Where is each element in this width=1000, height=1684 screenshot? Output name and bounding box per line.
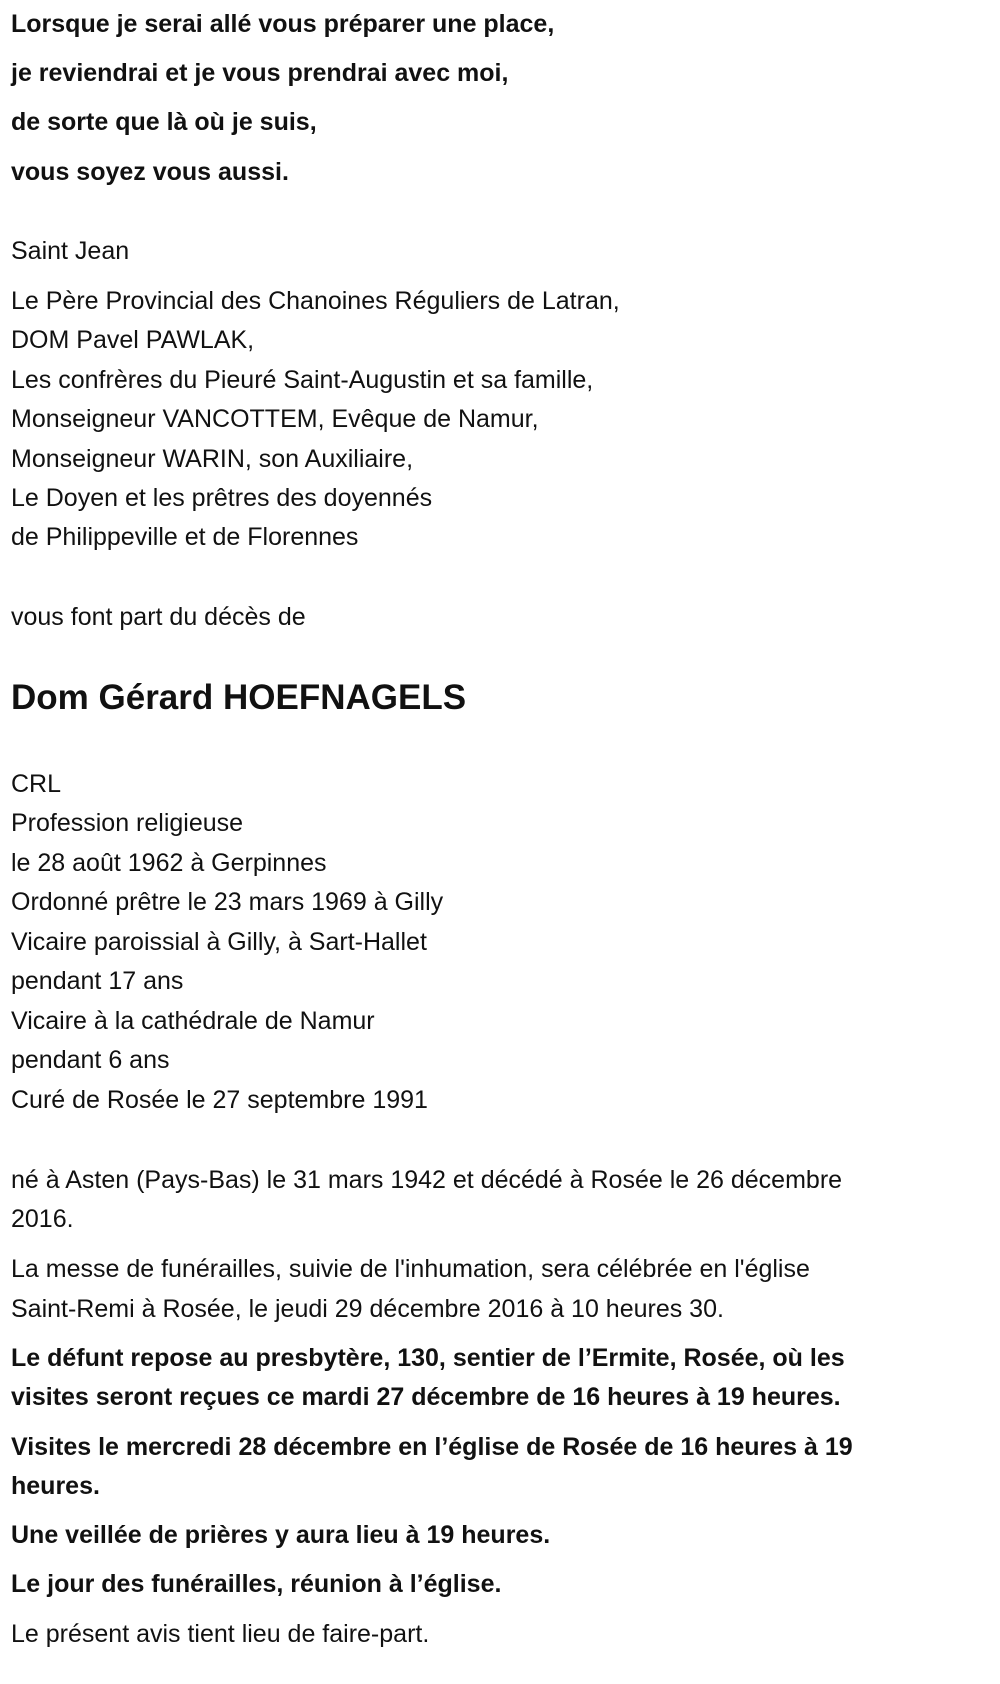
visits-church-line: Visites le mercredi 28 décembre en l’église de Rosée de 16 heures à 19 [11,1433,853,1461]
closing-text: Le présent avis tient lieu de faire-part. [11,1620,430,1648]
announcer-line: Le Père Provincial des Chanoines Réguliers de Latran, [11,287,620,315]
career-line: le 28 août 1962 à Gerpinnes [11,849,327,877]
visits-presbytery-line: Le défunt repose au presbytère, 130, sentier de l’Ermite, Rosée, où les [11,1344,845,1372]
announcer-line: Monseigneur VANCOTTEM, Evêque de Namur, [11,405,539,433]
funeral-mass-line: Saint-Remi à Rosée, le jeudi 29 décembre 2016 à 10 heures 30. [11,1295,724,1323]
career-line: CRL [11,770,62,798]
birth-death-line: né à Asten (Pays-Bas) le 31 mars 1942 et décédé à Rosée le 26 décembre [11,1166,843,1194]
career-line: Vicaire à la cathédrale de Namur [11,1007,375,1035]
career-line: Vicaire paroissial à Gilly, à Sart-Hallet [11,928,427,956]
announcer-line: Monseigneur WARIN, son Auxiliaire, [11,445,414,473]
verse-line: je reviendrai et je vous prendrai avec moi, [11,59,509,87]
funeral-mass-line: La messe de funérailles, suivie de l'inhumation, sera célébrée en l'église [11,1255,810,1283]
intro-text: vous font part du décès de [11,603,306,631]
announcer-line: DOM Pavel PAWLAK, [11,326,255,354]
career-line: Profession religieuse [11,809,244,837]
verse-source: Saint Jean [11,237,130,265]
career-line: Curé de Rosée le 27 septembre 1991 [11,1086,428,1114]
announcer-line: Le Doyen et les prêtres des doyennés [11,484,433,512]
career-line: pendant 17 ans [11,967,184,995]
visits-church-line: heures. [11,1472,100,1500]
funeral-day-text: Le jour des funérailles, réunion à l’église. [11,1570,502,1598]
verse-line: vous soyez vous aussi. [11,158,289,186]
announcer-line: Les confrères du Pieuré Saint-Augustin et sa famille, [11,366,594,394]
birth-death-line: 2016. [11,1205,74,1233]
deceased-name: Dom Gérard HOEFNAGELS [11,678,467,717]
announcer-line: de Philippeville et de Florennes [11,523,359,551]
visits-presbytery-line: visites seront reçues ce mardi 27 décembre de 16 heures à 19 heures. [11,1383,841,1411]
verse-line: Lorsque je serai allé vous préparer une place, [11,10,555,38]
vigil-text: Une veillée de prières y aura lieu à 19 heures. [11,1521,551,1549]
career-line: Ordonné prêtre le 23 mars 1969 à Gilly [11,888,444,916]
career-line: pendant 6 ans [11,1046,170,1074]
verse-line: de sorte que là où je suis, [11,108,317,136]
